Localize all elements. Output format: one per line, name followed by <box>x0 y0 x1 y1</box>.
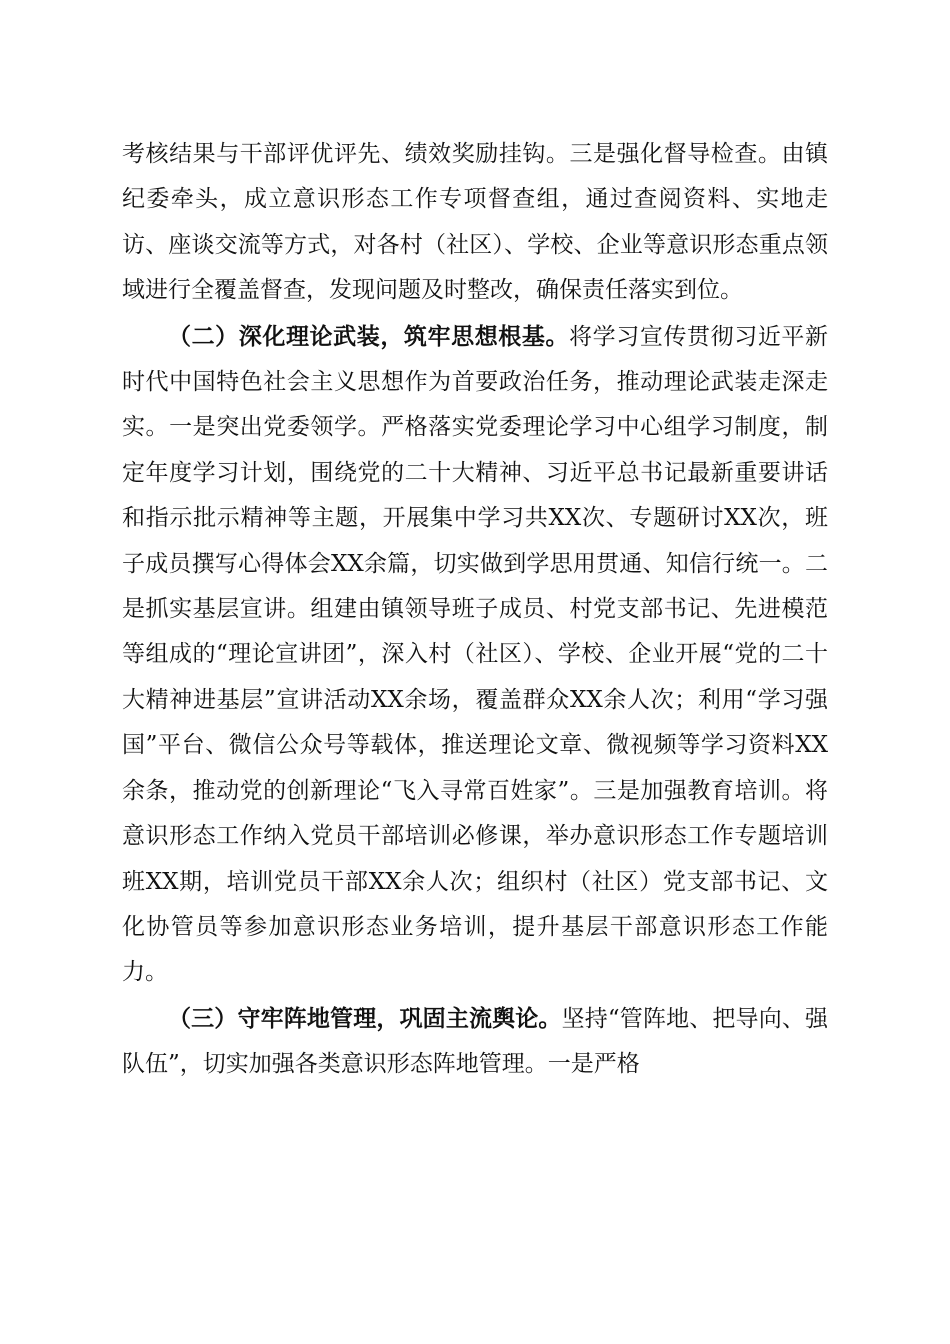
document-body <box>122 132 828 1088</box>
paragraph-text: 考核结果与干部评优评先、绩效奖励挂钩。三是强化督导检查。由镇纪委牵头，成立意识形态工作专项督查组，通过查阅资料、实地走访、座谈交流等方式，对各村（社区）、学校、企业等意识形态重点领域进行全覆盖督查，发现问题及时整改，确保责任落实到位。 <box>122 141 828 304</box>
paragraph-text: 坚持“管阵地、把导向、强队伍”，切实加强各类意识形态阵地管理。一是严格 <box>122 1005 829 1078</box>
paragraph-text: 将学习宣传贯彻习近平新时代中国特色社会主义思想作为首要政治任务，推动理论武装走深走实。一是突出党委领学。严格落实党委理论学习中心组学习制度，制定年度学习计划，围绕党的二十大精神、习近平总书记最新重要讲话和指示批示精神等主题，开展集中学习共XX次、专题研讨XX次，班子成员撰写心得体会XX余篇，切实做到学思用贯通、知信行统一。二是抓实基层宣讲。组建由镇领导班子成员、村党支部书记、先进模范等组成的“理论宣讲团”，深入村（社区）、学校、企业开展“党的二十大精神进基层”宣讲活动XX余场，覆盖群众XX余人次；利用“学习强国”平台、微信公众号等载体，推送理论文章、微视频等学习资料XX余条，推动党的创新理论“飞入寻常百姓家”。三是加强教育培训。将意识形态工作纳入党员干部培训必修课，举办意识形态工作专题培训班XX期，培训党员干部XX余人次；组织村（社区）党支部书记、文化协管员等参加意识形态业务培训，提升基层干部意识形态工作能力。 <box>122 323 829 986</box>
section-heading: （二）深化理论武装，筑牢思想根基。 <box>168 322 570 350</box>
paragraph-section-3 <box>122 996 828 1088</box>
paragraph-continuation <box>122 132 828 314</box>
paragraph-section-2 <box>122 314 828 996</box>
section-heading: （三）守牢阵地管理，巩固主流舆论。 <box>168 1004 562 1032</box>
